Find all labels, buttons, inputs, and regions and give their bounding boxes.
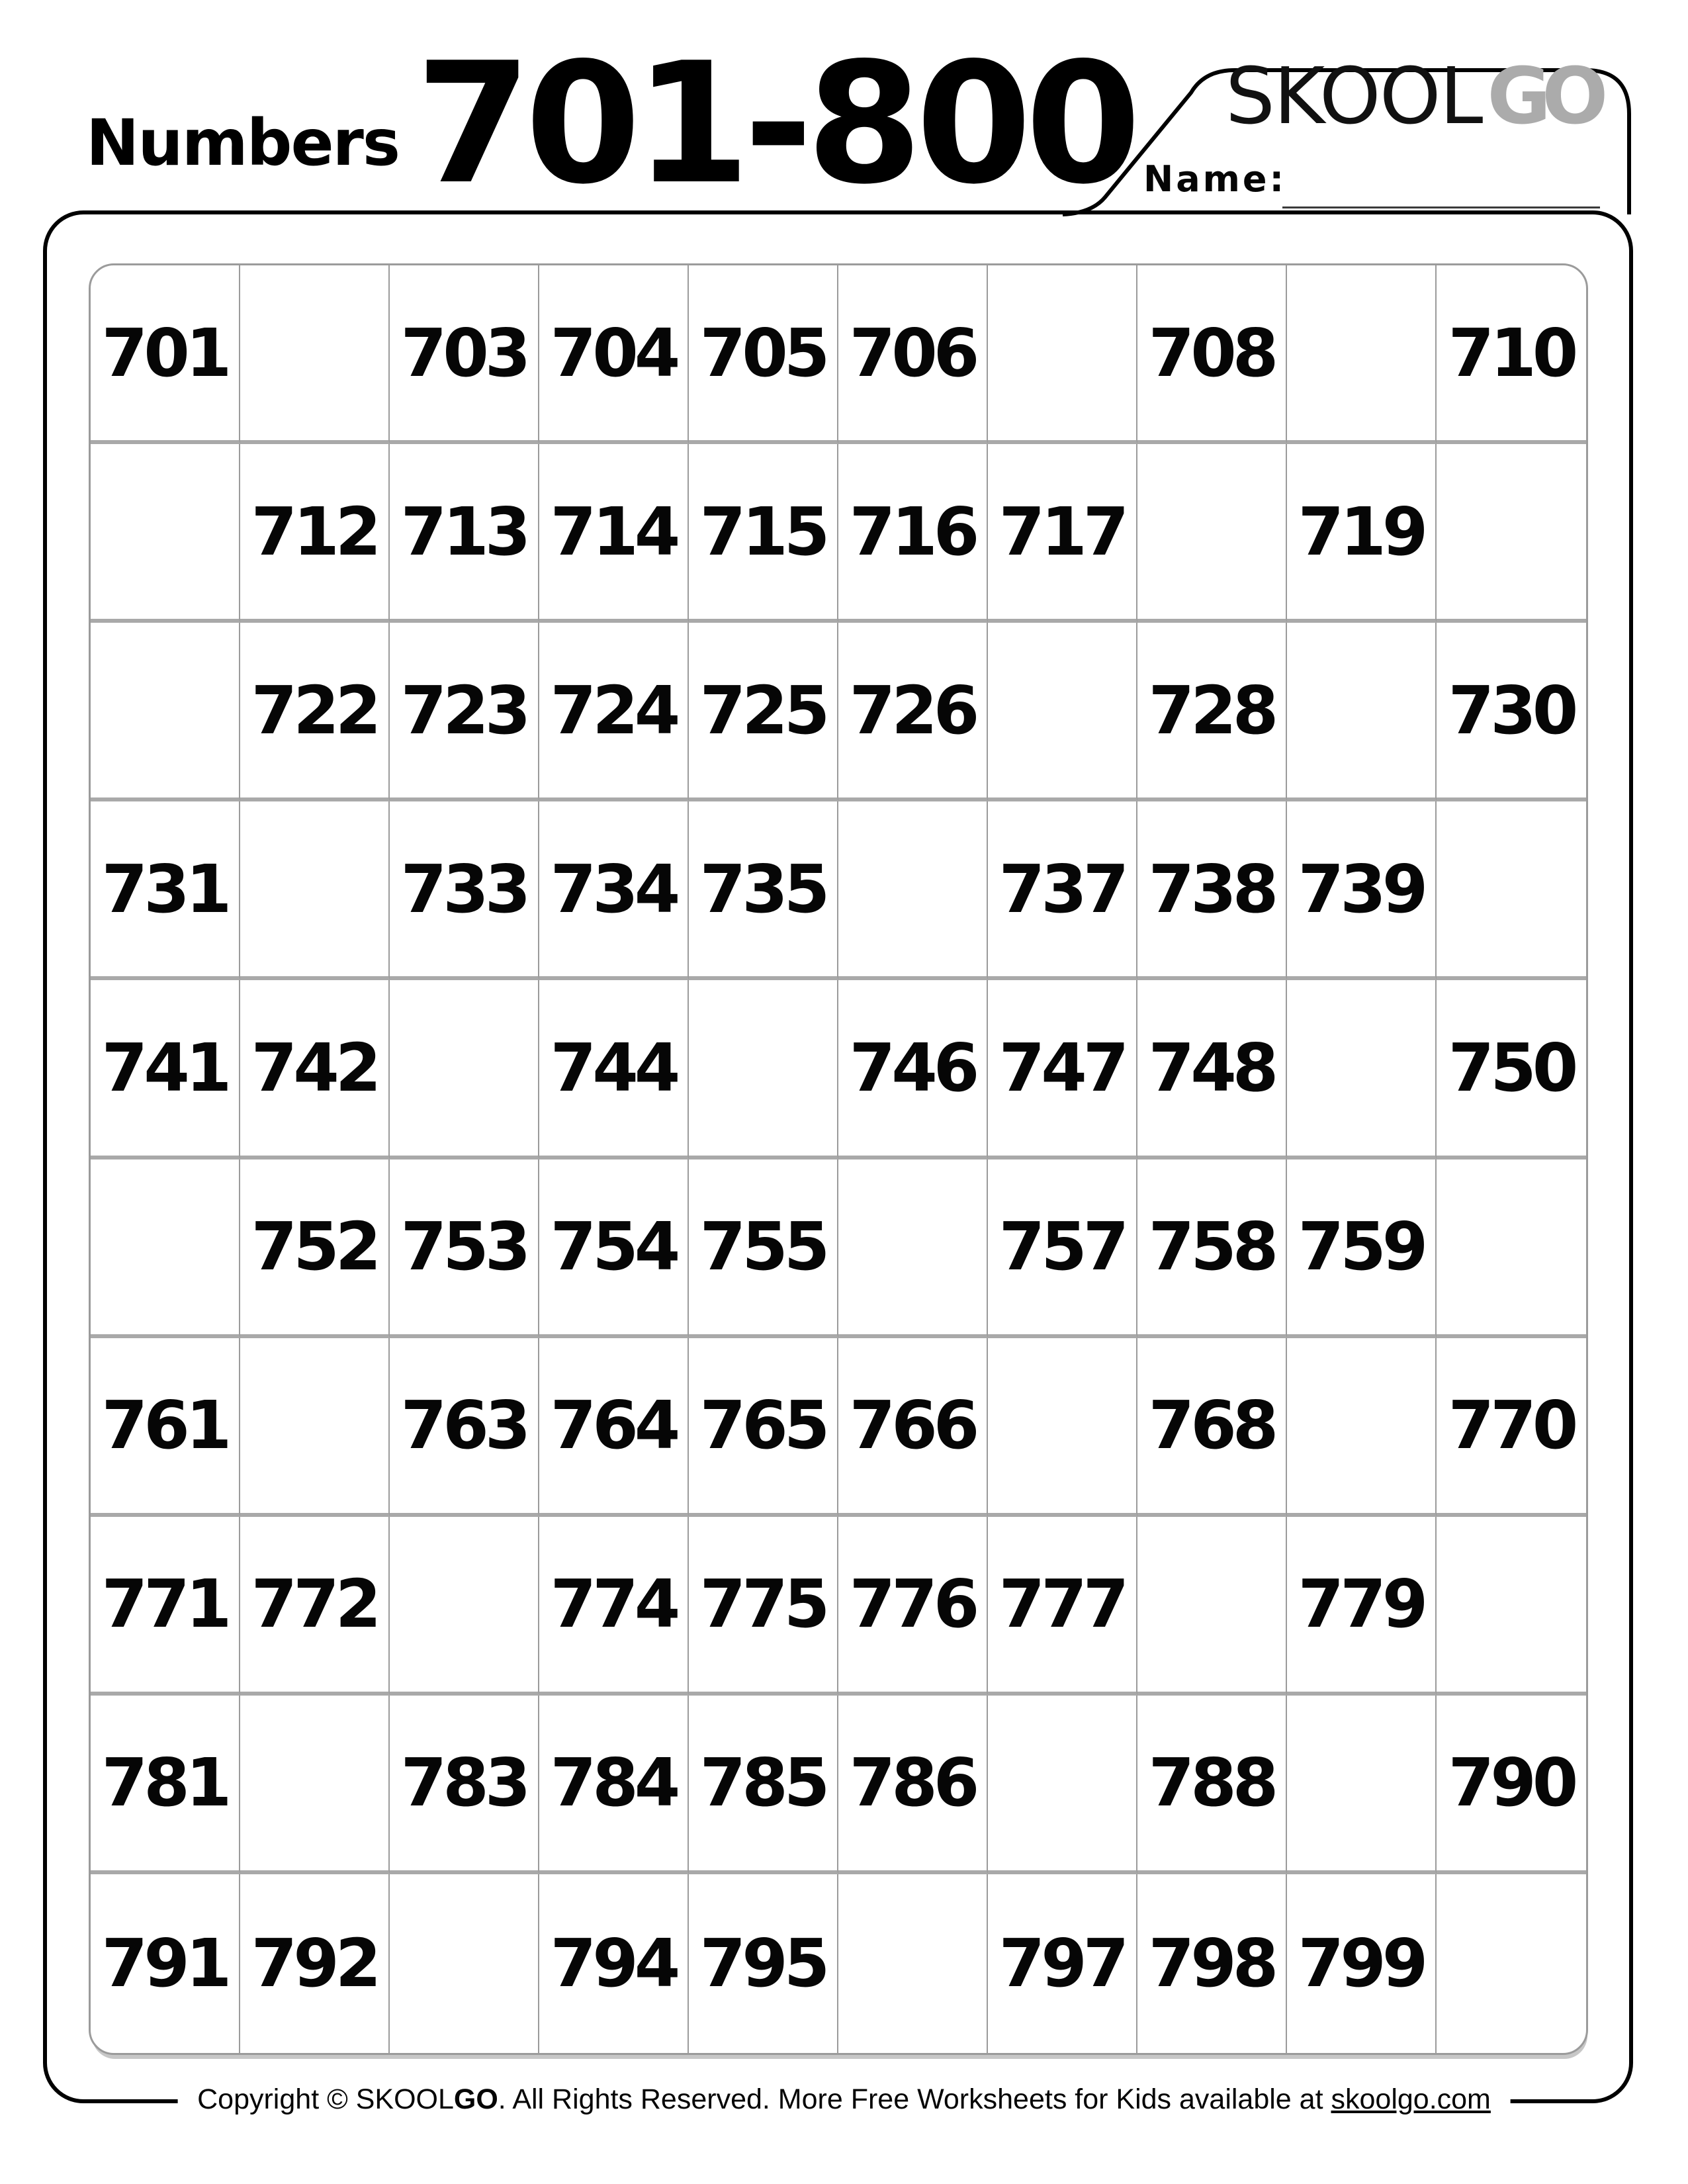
grid-cell-empty [1437, 1874, 1586, 2053]
grid-cell-empty [1287, 623, 1437, 801]
grid-cell: 753 [390, 1160, 539, 1338]
grid-cell: 776 [838, 1517, 988, 1696]
grid-cell: 795 [689, 1874, 838, 2053]
grid-cell: 710 [1437, 265, 1586, 444]
grid-cell: 797 [988, 1874, 1137, 2053]
grid-cell: 726 [838, 623, 988, 801]
grid-cell: 770 [1437, 1338, 1586, 1517]
grid-cell: 750 [1437, 980, 1586, 1159]
grid-cell-empty [390, 980, 539, 1159]
grid-cell: 715 [689, 444, 838, 623]
grid-cell-empty [1437, 1160, 1586, 1338]
grid-cell: 766 [838, 1338, 988, 1517]
grid-cell: 724 [539, 623, 689, 801]
grid-cell: 746 [838, 980, 988, 1159]
grid-cell-empty [988, 1338, 1137, 1517]
grid-cell: 784 [539, 1696, 689, 1874]
grid-cell: 788 [1137, 1696, 1287, 1874]
grid-cell: 733 [390, 801, 539, 980]
grid-cell-empty [91, 444, 240, 623]
grid-cell: 730 [1437, 623, 1586, 801]
grid-cell-empty [988, 623, 1137, 801]
grid-cell: 783 [390, 1696, 539, 1874]
grid-cell: 744 [539, 980, 689, 1159]
grid-cell: 742 [240, 980, 390, 1159]
grid-cell-empty [240, 801, 390, 980]
grid-cell: 774 [539, 1517, 689, 1696]
grid-cell-empty [838, 1874, 988, 2053]
grid-cell: 748 [1137, 980, 1287, 1159]
footer-text-middle: . All Rights Reserved. More Free Worksheets for Kids available at [498, 2083, 1331, 2115]
grid-cell: 708 [1137, 265, 1287, 444]
name-write-line [1282, 206, 1600, 208]
grid-cell-empty [1287, 980, 1437, 1159]
grid-cell: 779 [1287, 1517, 1437, 1696]
grid-cell-empty [390, 1517, 539, 1696]
grid-cell: 739 [1287, 801, 1437, 980]
grid-cell: 735 [689, 801, 838, 980]
skoolgo-logo [1225, 50, 1599, 142]
grid-cell: 717 [988, 444, 1137, 623]
grid-cell: 722 [240, 623, 390, 801]
name-label: Name: [1143, 158, 1287, 200]
grid-cell: 799 [1287, 1874, 1437, 2053]
grid-cell-empty [689, 980, 838, 1159]
grid-cell: 761 [91, 1338, 240, 1517]
grid-cell: 768 [1137, 1338, 1287, 1517]
grid-cell-empty [1287, 1696, 1437, 1874]
grid-cell-empty [1437, 801, 1586, 980]
grid-cell: 741 [91, 980, 240, 1159]
grid-cell: 705 [689, 265, 838, 444]
grid-cell: 786 [838, 1696, 988, 1874]
grid-cell: 752 [240, 1160, 390, 1338]
worksheet-subtitle: Numbers [86, 106, 400, 180]
grid-cell: 758 [1137, 1160, 1287, 1338]
grid-cell: 777 [988, 1517, 1137, 1696]
grid-cell: 737 [988, 801, 1137, 980]
footer-copyright [177, 2077, 1511, 2122]
grid-cell: 719 [1287, 444, 1437, 623]
grid-cell-empty [240, 1338, 390, 1517]
grid-cell-empty [1137, 444, 1287, 623]
grid-cell: 763 [390, 1338, 539, 1517]
grid-cell: 712 [240, 444, 390, 623]
grid-cell-empty [1287, 265, 1437, 444]
grid-cell-empty [1137, 1517, 1287, 1696]
grid-cell-empty [838, 801, 988, 980]
grid-cell-empty [838, 1160, 988, 1338]
grid-cell: 771 [91, 1517, 240, 1696]
grid-cell: 706 [838, 265, 988, 444]
grid-cell: 713 [390, 444, 539, 623]
number-grid [89, 263, 1588, 2055]
grid-cell: 723 [390, 623, 539, 801]
grid-cell: 775 [689, 1517, 838, 1696]
grid-cell: 785 [689, 1696, 838, 1874]
grid-cell: 731 [91, 801, 240, 980]
grid-cell-empty [240, 1696, 390, 1874]
grid-cell: 757 [988, 1160, 1137, 1338]
grid-cell: 791 [91, 1874, 240, 2053]
grid-cell: 704 [539, 265, 689, 444]
footer-text-prefix: Copyright © SKOOL [197, 2083, 454, 2115]
grid-cell: 790 [1437, 1696, 1586, 1874]
grid-cell: 755 [689, 1160, 838, 1338]
skoolgo-logo-skool: SKOOL [1225, 50, 1482, 142]
grid-cell: 754 [539, 1160, 689, 1338]
grid-cell: 764 [539, 1338, 689, 1517]
grid-cell: 703 [390, 265, 539, 444]
grid-cell: 714 [539, 444, 689, 623]
grid-cell: 738 [1137, 801, 1287, 980]
grid-cell: 734 [539, 801, 689, 980]
grid-cell: 798 [1137, 1874, 1287, 2053]
grid-cell: 716 [838, 444, 988, 623]
grid-cell: 794 [539, 1874, 689, 2053]
grid-cell: 759 [1287, 1160, 1437, 1338]
grid-cell: 747 [988, 980, 1137, 1159]
footer-skoolgo-link: skoolgo.com [1331, 2083, 1491, 2115]
grid-cell: 772 [240, 1517, 390, 1696]
grid-cell-empty [1437, 444, 1586, 623]
grid-cell-empty [91, 623, 240, 801]
grid-cell: 781 [91, 1696, 240, 1874]
grid-cell-empty [988, 1696, 1137, 1874]
worksheet-title: 701-800 [416, 27, 1135, 221]
footer-brand-bold: GO [453, 2083, 498, 2115]
skoolgo-logo-go: GO [1487, 50, 1599, 142]
grid-cell: 725 [689, 623, 838, 801]
grid-cell: 728 [1137, 623, 1287, 801]
grid-cell: 765 [689, 1338, 838, 1517]
grid-cell: 701 [91, 265, 240, 444]
grid-cell-empty [240, 265, 390, 444]
grid-cell-empty [1287, 1338, 1437, 1517]
grid-cell: 792 [240, 1874, 390, 2053]
grid-cell-empty [91, 1160, 240, 1338]
grid-cell-empty [1437, 1517, 1586, 1696]
grid-cell-empty [390, 1874, 539, 2053]
grid-cell-empty [988, 265, 1137, 444]
